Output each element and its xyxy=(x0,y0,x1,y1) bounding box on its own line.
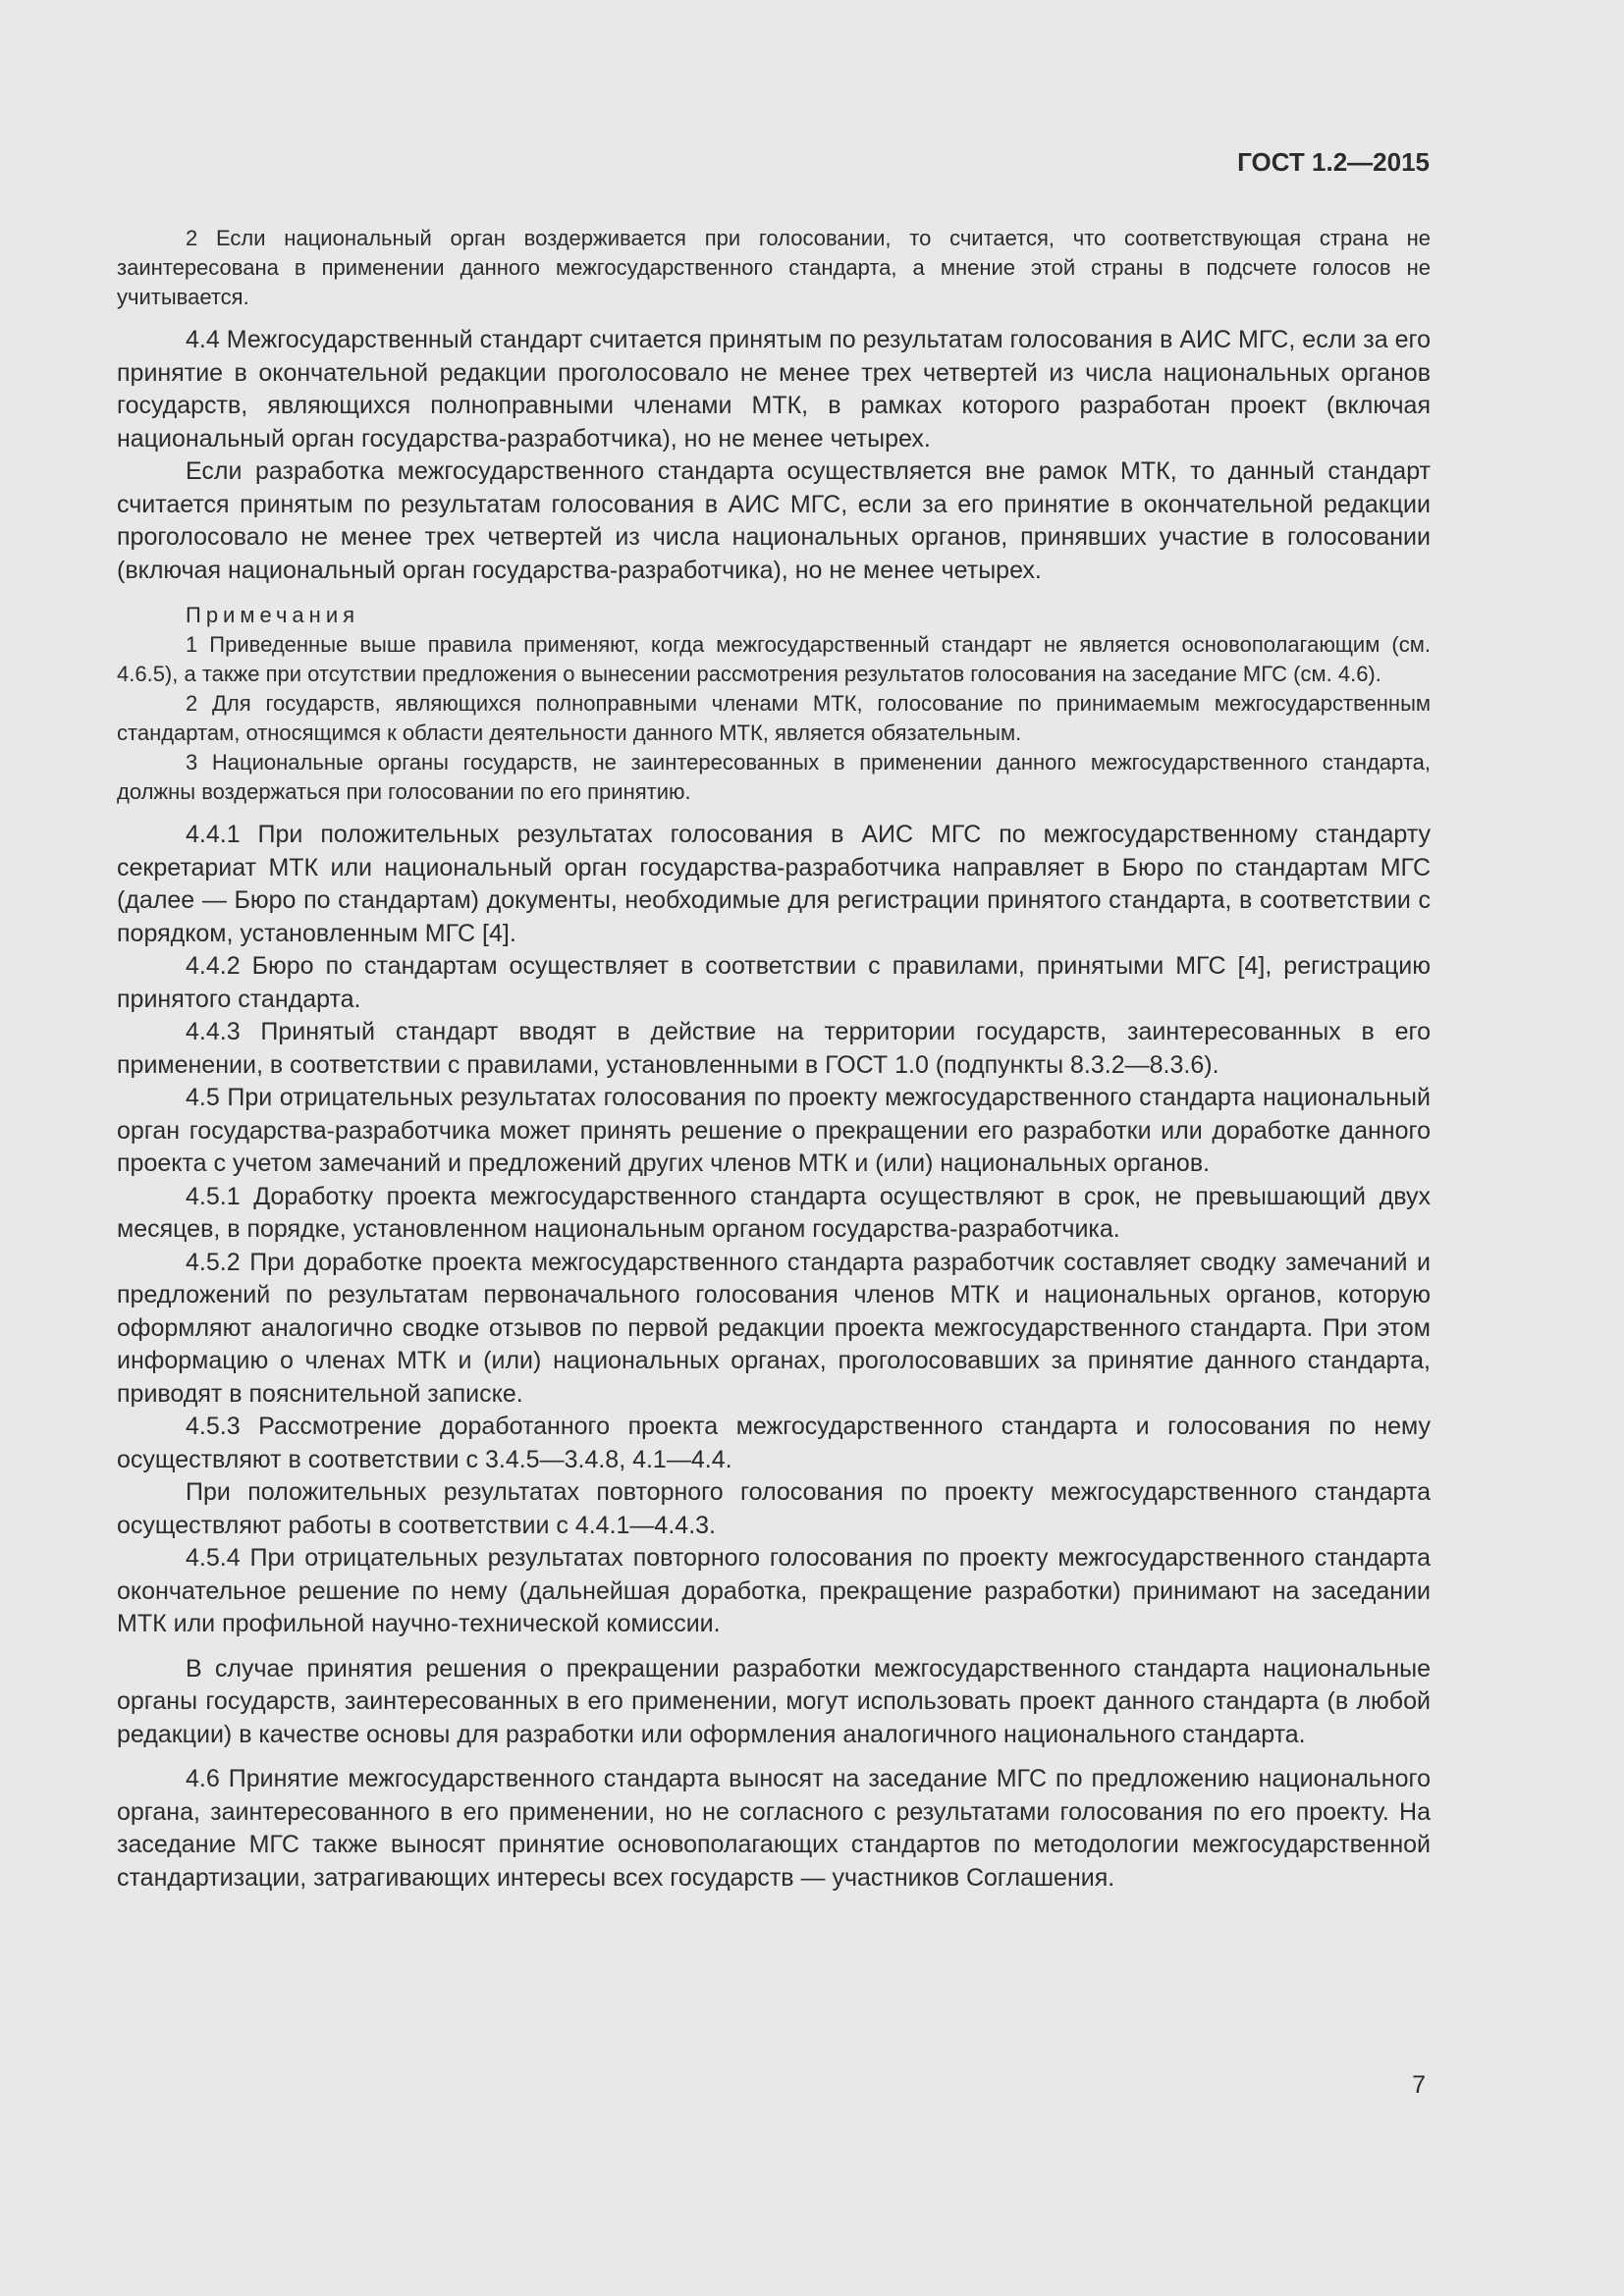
paragraph-4-4-continued: Если разработка межгосударственного стандарта осуществляется вне рамок МТК, то данный стандарт считается принятым по результатам голосования в АИС МГС, если за его принятие в окончательной редакции проголосовало не менее трех четвертей из числа национальных органов, принявших участие в голосовании (включая национальный орган государства-разработчика), но не менее четырех. xyxy=(117,457,1431,584)
paragraph-4-5-1: 4.5.1 Доработку проекта межгосударственного стандарта осуществляют в срок, не превышающий двух месяцев, в порядке, установленном национальным органом государства-разработчика. xyxy=(117,1182,1431,1243)
note-paragraph: 2 Если национальный орган воздерживается при голосовании, то считается, что соответствующая страна не заинтересована в применении данного межгосударственного стандарта, а мнение этой страны в подсчете голосов не учитывается. xyxy=(117,226,1431,309)
paragraph-4-5-2: 4.5.2 При доработке проекта межгосударственного стандарта разработчик составляет сводку замечаний и предложений по результатам первоначального голосования членов МТК и национальных органов, которую оформляют аналогично сводке отзывов по первой редакции проекта межгосударственного стандарта. При этом информацию о членах МТК и (или) национальных органах, проголосовавших за принятие данного стандарта, приводят в пояснительной записке. xyxy=(117,1248,1431,1408)
paragraph-4-4-2: 4.4.2 Бюро по стандартам осуществляет в соответствии с правилами, принятыми МГС [4], регистрацию принятого стандарта. xyxy=(117,952,1431,1013)
page-content xyxy=(117,224,1431,1895)
note-item-2: 2 Для государств, являющихся полноправными членами МТК, голосование по принимаемым межгосударственным стандартам, относящимся к области деятельности данного МТК, является обязательным. xyxy=(117,691,1431,745)
paragraph-4-5-3: 4.5.3 Рассмотрение доработанного проекта межгосударственного стандарта и голосования по нему осуществляют в соответствии с 3.4.5—3.4.8, 4.1—4.4. xyxy=(117,1413,1431,1473)
paragraph-4-5-4: 4.5.4 При отрицательных результатах повторного голосования по проекту межгосударственного стандарта окончательное решение по нему (дальнейшая доработка, прекращение разработки) принимают на заседании МТК или профильной научно-технической комиссии. xyxy=(117,1544,1431,1637)
paragraph-4-4-3: 4.4.3 Принятый стандарт вводят в действие на территории государств, заинтересованных в его применении, в соответствии с правилами, установленными в ГОСТ 1.0 (подпункты 8.3.2—8.3.6). xyxy=(117,1018,1431,1079)
paragraph-4-4: 4.4 Межгосударственный стандарт считается принятым по результатам голосования в АИС МГС, если за его принятие в окончательной редакции проголосовало не менее трех четвертей из числа национальных органов государств, являющихся полноправными членами МТК, в рамках которого разработан проект (включая национальный орган государства-разработчика), но не менее четырех. xyxy=(117,326,1431,453)
document-code-header: ГОСТ 1.2—2015 xyxy=(1237,147,1430,177)
paragraph-4-5: 4.5 При отрицательных результатах голосования по проекту межгосударственного стандарта национальный орган государства-разработчика может принять решение о прекращении его разработки или доработке данного проекта с учетом замечаний и предложений других членов МТК и (или) национальных органов. xyxy=(117,1084,1431,1177)
note-item-3: 3 Национальные органы государств, не заинтересованных в применении данного межгосударственного стандарта, должны воздержаться при голосовании по его принятию. xyxy=(117,750,1431,804)
notes-block xyxy=(117,601,1431,807)
paragraph-4-5-3-continued: При положительных результатах повторного голосования по проекту межгосударственного стандарта осуществляют работы в соответствии с 4.4.1—4.4.3. xyxy=(117,1478,1431,1539)
paragraph-4-4-1: 4.4.1 При положительных результатах голосования в АИС МГС по межгосударственному стандарту секретариат МТК или национальный орган государства-разработчика направляет в Бюро по стандартам МГС (далее — Бюро по стандартам) документы, необходимые для регистрации принятого стандарта, в соответствии с порядком, установленным МГС [4]. xyxy=(117,821,1431,947)
paragraph-4-6: 4.6 Принятие межгосударственного стандарта выносят на заседание МГС по предложению национального органа, заинтересованного в его применении, но не согласного с результатами голосования по его проекту. На заседание МГС также выносят принятие основополагающих стандартов по методологии межгосударственной стандартизации, затрагивающих интересы всех государств — участников Соглашения. xyxy=(117,1765,1431,1892)
paragraph-4-5-4-continued: В случае принятия решения о прекращении разработки межгосударственного стандарта национальные органы государств, заинтересованных в его применении, могут использовать проект данного стандарта (в любой редакции) в качестве основы для разработки или оформления аналогичного национального стандарта. xyxy=(117,1654,1431,1748)
page-number: 7 xyxy=(1412,2071,1426,2099)
note-item-1: 1 Приведенные выше правила применяют, когда межгосударственный стандарт не является основополагающим (см. 4.6.5), а также при отсутствии предложения о вынесении рассмотрения результатов голосования на заседание МГС (см. 4.6). xyxy=(117,632,1431,686)
notes-title: Примечания xyxy=(186,603,360,627)
